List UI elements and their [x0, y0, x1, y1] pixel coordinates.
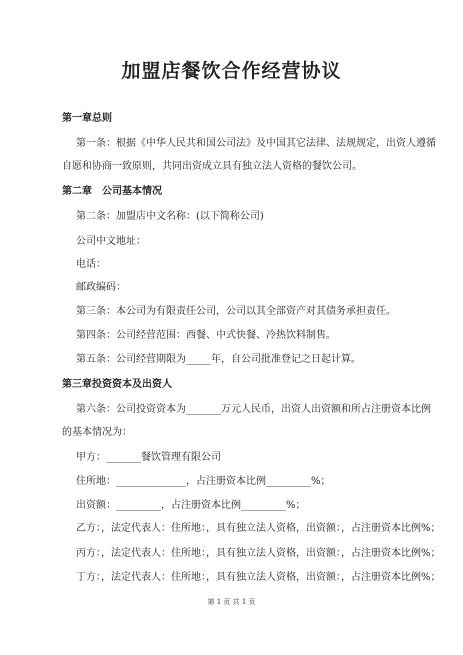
article-4-line: 第四条：公司经营范围：西餐、中式快餐、冷热饮料制售。 — [76, 330, 336, 341]
article-5-line: 第五条：公司经营期限为_____年，自公司批准登记之日起计算。 — [76, 354, 361, 365]
party-b-line: 乙方：，法定代表人：住所地：，具有独立法人资格，出资额：，占注册资本比例%； — [76, 523, 441, 534]
article-6-line-1: 第六条：公司投资资本为_______万元人民币，出资人出资额和所占注册资本比例 — [76, 404, 431, 415]
party-a-address-line: 住所地：______________，占注册资本比例_________%； — [76, 476, 331, 487]
article-6-line-2: 的基本情况为： — [62, 427, 132, 438]
article-2-name: 第二条：加盟店中文名称：(以下简称公司) — [76, 211, 264, 222]
document-title: 加盟店餐饮合作经营协议 — [121, 60, 342, 82]
chapter-1-heading: 第一章总则 — [62, 113, 112, 124]
company-address-line: 公司中文地址： — [76, 236, 146, 247]
phone-line: 电话： — [76, 259, 106, 270]
article-1-line-2: 自愿和协商一致原则，共同出资成立具有独立法人资格的餐饮公司。 — [62, 161, 362, 172]
party-a-capital-line: 出资额：_________，占注册资本比例_________%； — [76, 500, 306, 511]
party-c-line: 丙方：，法定代表人：住所地：，具有独立法人资格，出资额：，占注册资本比例%； — [76, 548, 441, 559]
article-1-line-1: 第一条：根据《中华人民共和国公司法》及中国其它法律、法规规定，出资人遵循 — [76, 138, 436, 149]
party-d-line: 丁方：，法定代表人：住所地：，具有独立法人资格，出资额：，占注册资本比例%； — [76, 572, 441, 583]
postal-code-line: 邮政编码： — [76, 282, 126, 293]
chapter-3-heading: 第三章投资资本及出资人 — [62, 379, 172, 390]
article-3-line: 第三条：本公司为有限责任公司，公司以其全部资产对其债务承担责任。 — [76, 306, 396, 317]
chapter-2-heading: 第二章 公司基本情况 — [62, 186, 162, 197]
party-a-line: 甲方：_______餐饮管理有限公司 — [76, 452, 221, 463]
page-footer: 第 1 页 共 1 页 — [207, 598, 256, 606]
